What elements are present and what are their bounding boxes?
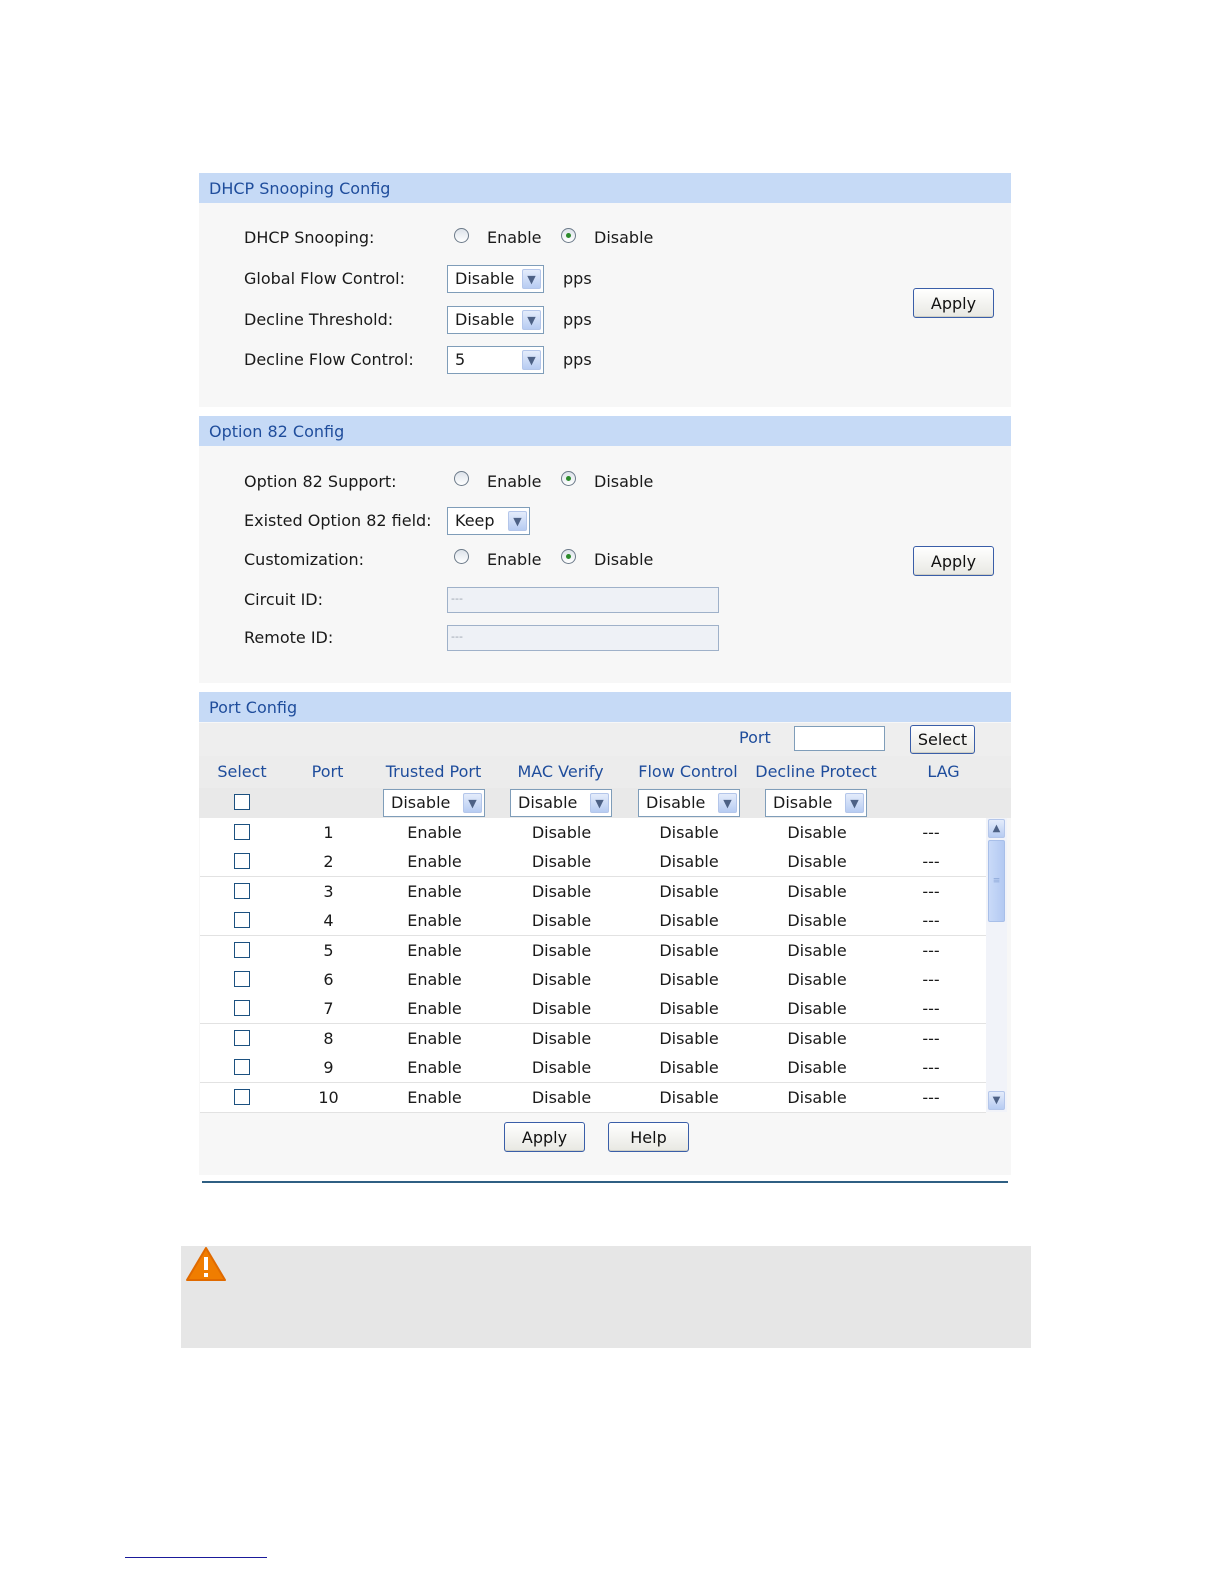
cell-trusted: Enable — [407, 970, 462, 989]
row-select-checkbox[interactable] — [234, 971, 250, 987]
decline-flow-control-select[interactable] — [447, 346, 544, 374]
cell-trusted: Enable — [407, 881, 462, 901]
cell-trusted: Enable — [407, 940, 462, 960]
row-select-checkbox[interactable] — [234, 883, 250, 899]
help-button[interactable]: Help — [608, 1122, 689, 1152]
cell-lag: --- — [922, 1058, 940, 1078]
table-scrollbar[interactable] — [986, 818, 1007, 1112]
existed-option82-value: Keep — [455, 511, 495, 530]
cell-flow: Disable — [659, 823, 719, 842]
dhcp-snooping-panel — [199, 173, 1011, 407]
cell-trusted: Enable — [407, 1087, 462, 1107]
cell-port: 6 — [323, 970, 334, 989]
cell-flow: Disable — [659, 1028, 719, 1048]
port-config-panel — [199, 692, 1011, 1175]
row-select-checkbox[interactable] — [234, 853, 250, 869]
cell-trusted: Enable — [407, 852, 462, 872]
chevron-down-icon: ▼ — [845, 793, 864, 813]
row-select-checkbox[interactable] — [234, 1030, 250, 1046]
customization-enable-radio[interactable] — [454, 549, 469, 564]
option82-disable-label: Disable — [594, 472, 654, 491]
cell-mac: Disable — [531, 999, 592, 1019]
table-row — [200, 818, 986, 848]
warning-icon — [185, 1246, 227, 1286]
port-table-body — [200, 818, 986, 1112]
table-row — [200, 1053, 986, 1083]
cell-port: 9 — [323, 1058, 334, 1078]
dhcp-snooping-enable-radio[interactable] — [454, 228, 469, 243]
option82-support-label: Option 82 Support: — [244, 472, 397, 491]
batch-flow-control-value: Disable — [646, 793, 706, 812]
dhcp-snooping-disable-label: Disable — [594, 228, 654, 247]
column-header-port: Port — [311, 762, 344, 781]
cell-mac: Disable — [531, 1087, 592, 1107]
remote-id-input[interactable]: --- — [447, 625, 719, 651]
column-header-trusted-port: Trusted Port — [385, 762, 482, 781]
cell-port: 5 — [323, 940, 334, 960]
global-flow-control-value: Disable — [455, 269, 515, 288]
decline-threshold-unit: pps — [563, 310, 592, 329]
decline-flow-control-unit: pps — [563, 350, 592, 369]
circuit-id-input[interactable]: --- — [447, 587, 719, 613]
cell-mac: Disable — [531, 881, 592, 901]
chevron-down-icon: ▼ — [508, 511, 527, 531]
batch-decline-protect-select[interactable] — [765, 789, 867, 817]
row-select-checkbox[interactable] — [234, 1000, 250, 1016]
table-row — [200, 994, 986, 1024]
cell-port: 10 — [318, 1087, 339, 1107]
column-header-lag: LAG — [927, 762, 960, 781]
table-row — [200, 965, 986, 995]
cell-lag: --- — [922, 911, 940, 931]
row-select-checkbox[interactable] — [234, 942, 250, 958]
cell-port: 7 — [323, 999, 334, 1019]
remote-id-label: Remote ID: — [244, 628, 334, 647]
table-row — [200, 877, 986, 907]
option82-header: Option 82 Config — [199, 416, 1011, 446]
cell-lag: --- — [922, 881, 940, 901]
cell-flow: Disable — [659, 881, 719, 901]
row-select-checkbox[interactable] — [234, 1059, 250, 1075]
port-search-label: Port — [739, 728, 771, 747]
select-all-checkbox[interactable] — [234, 794, 250, 810]
table-row — [200, 847, 986, 877]
cell-trusted: Enable — [407, 1058, 462, 1078]
chevron-down-icon: ▼ — [463, 793, 482, 813]
dhcp-snooping-label: DHCP Snooping: — [244, 228, 375, 247]
section-divider — [202, 1181, 1008, 1183]
scroll-up-icon[interactable]: ▲ — [988, 819, 1005, 838]
cell-flow: Disable — [659, 911, 719, 931]
row-select-checkbox[interactable] — [234, 824, 250, 840]
table-header — [199, 756, 1011, 788]
cell-flow: Disable — [659, 1058, 719, 1078]
existed-option82-select[interactable] — [447, 507, 530, 535]
column-header-select: Select — [217, 762, 267, 781]
chevron-down-icon: ▼ — [522, 269, 541, 289]
column-header-mac-verify: MAC Verify — [517, 762, 604, 781]
global-flow-control-unit: pps — [563, 269, 592, 288]
decline-flow-control-label: Decline Flow Control: — [244, 350, 414, 369]
chevron-down-icon: ▼ — [522, 350, 541, 370]
existed-option82-label: Existed Option 82 field: — [244, 511, 432, 530]
select-button[interactable]: Select — [910, 725, 975, 754]
option82-apply-button[interactable]: Apply — [913, 546, 994, 576]
customization-disable-radio[interactable] — [561, 549, 576, 564]
option82-disable-radio[interactable] — [561, 471, 576, 486]
dhcp-snooping-header: DHCP Snooping Config — [199, 173, 1011, 203]
table-row — [200, 1024, 986, 1054]
cell-flow: Disable — [659, 970, 719, 989]
global-flow-control-select[interactable] — [447, 265, 544, 293]
cell-port: 3 — [323, 881, 334, 901]
cell-port: 8 — [323, 1028, 334, 1048]
row-select-checkbox[interactable] — [234, 1089, 250, 1105]
dhcp-snooping-enable-label: Enable — [487, 228, 542, 247]
cell-flow: Disable — [659, 852, 719, 872]
cell-trusted: Enable — [407, 911, 462, 931]
cell-decline: Disable — [787, 940, 847, 960]
cell-mac: Disable — [531, 852, 592, 872]
batch-flow-control-select[interactable] — [638, 789, 740, 817]
cell-decline: Disable — [787, 999, 847, 1019]
customization-label: Customization: — [244, 550, 364, 569]
cell-lag: --- — [922, 823, 940, 842]
cell-trusted: Enable — [407, 823, 462, 842]
global-flow-control-label: Global Flow Control: — [244, 269, 405, 288]
customization-enable-label: Enable — [487, 550, 542, 569]
batch-trusted-port-value: Disable — [391, 793, 451, 812]
table-row — [200, 936, 986, 966]
port-config-header: Port Config — [199, 692, 1011, 722]
cell-flow: Disable — [659, 999, 719, 1019]
scroll-thumb[interactable]: ≡ — [988, 840, 1005, 922]
chevron-down-icon: ▼ — [590, 793, 609, 813]
cell-lag: --- — [922, 970, 940, 989]
cell-lag: --- — [922, 852, 940, 872]
table-row — [200, 1083, 986, 1113]
cell-decline: Disable — [787, 823, 847, 842]
column-header-flow-control: Flow Control — [638, 762, 738, 781]
column-header-decline-protect: Decline Protect — [755, 762, 877, 781]
cell-port: 2 — [323, 852, 334, 872]
cell-mac: Disable — [531, 1058, 592, 1078]
cell-decline: Disable — [787, 1028, 847, 1048]
cell-port: 1 — [323, 823, 334, 842]
port-apply-button[interactable]: Apply — [504, 1122, 585, 1152]
dhcp-snooping-disable-radio[interactable] — [561, 228, 576, 243]
row-select-checkbox[interactable] — [234, 912, 250, 928]
cell-lag: --- — [922, 1028, 940, 1048]
cell-trusted: Enable — [407, 1028, 462, 1048]
cell-mac: Disable — [531, 1028, 592, 1048]
scroll-down-icon[interactable]: ▼ — [988, 1091, 1005, 1110]
decline-threshold-label: Decline Threshold: — [244, 310, 394, 329]
cell-decline: Disable — [787, 852, 847, 872]
note-box — [181, 1246, 1031, 1348]
batch-edit-row — [199, 788, 1011, 818]
batch-mac-verify-select[interactable] — [510, 789, 612, 817]
chevron-down-icon: ▼ — [522, 310, 541, 330]
option82-enable-label: Enable — [487, 472, 542, 491]
batch-decline-protect-value: Disable — [773, 793, 833, 812]
cell-mac: Disable — [531, 940, 592, 960]
cell-flow: Disable — [659, 1087, 719, 1107]
cell-decline: Disable — [787, 1087, 847, 1107]
cell-flow: Disable — [659, 940, 719, 960]
cell-decline: Disable — [787, 1058, 847, 1078]
cell-lag: --- — [922, 999, 940, 1019]
cell-lag: --- — [922, 940, 940, 960]
cell-decline: Disable — [787, 970, 847, 989]
circuit-id-label: Circuit ID: — [244, 590, 324, 609]
cell-decline: Disable — [787, 911, 847, 931]
decline-threshold-select[interactable] — [447, 306, 544, 334]
footnote-rule — [125, 1557, 267, 1558]
customization-disable-label: Disable — [594, 550, 654, 569]
chevron-down-icon: ▼ — [718, 793, 737, 813]
port-search-bar — [199, 723, 1011, 756]
cell-port: 4 — [323, 911, 334, 931]
cell-lag: --- — [922, 1087, 940, 1107]
cell-trusted: Enable — [407, 999, 462, 1019]
decline-threshold-value: Disable — [455, 310, 515, 329]
cell-mac: Disable — [531, 970, 592, 989]
port-search-input[interactable] — [794, 726, 885, 751]
dhcp-apply-button[interactable]: Apply — [913, 288, 994, 318]
cell-decline: Disable — [787, 881, 847, 901]
batch-mac-verify-value: Disable — [518, 793, 578, 812]
table-row — [200, 906, 986, 936]
cell-mac: Disable — [531, 823, 592, 842]
decline-flow-control-value: 5 — [455, 350, 466, 369]
batch-trusted-port-select[interactable] — [383, 789, 485, 817]
option82-enable-radio[interactable] — [454, 471, 469, 486]
cell-mac: Disable — [531, 911, 592, 931]
option82-panel — [199, 416, 1011, 683]
